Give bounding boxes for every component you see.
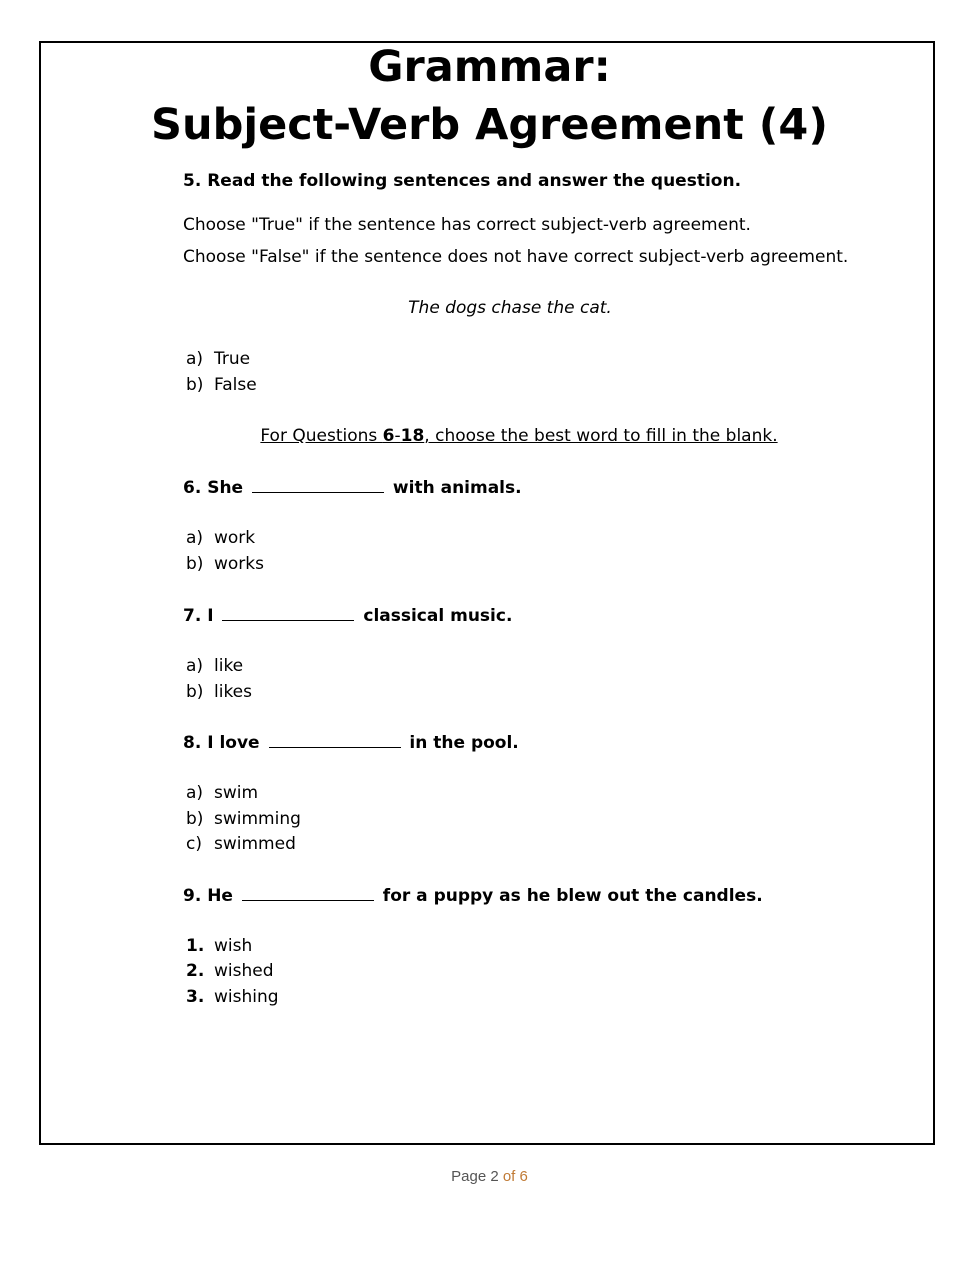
option-text: False bbox=[214, 375, 257, 395]
note-to: 18 bbox=[400, 426, 425, 446]
question-6-post: with animals. bbox=[387, 478, 522, 498]
answer-blank bbox=[242, 884, 374, 901]
option-text: swim bbox=[214, 783, 259, 803]
answer-blank bbox=[222, 604, 354, 621]
answer-blank bbox=[252, 476, 384, 493]
option-text: wished bbox=[214, 961, 274, 981]
question-5-prompt: 5. Read the following sentences and answer the question. bbox=[183, 171, 742, 191]
note-post: , choose the best word to fill in the blank. bbox=[424, 426, 778, 446]
page-total: 6 bbox=[519, 1168, 528, 1185]
option-text: swimming bbox=[214, 809, 301, 829]
q8-option-b[interactable] bbox=[186, 808, 301, 830]
question-7-post: classical music. bbox=[357, 606, 513, 626]
of-label: of bbox=[498, 1168, 520, 1185]
question-8-pre: 8. I love bbox=[183, 733, 266, 753]
option-text: wishing bbox=[214, 987, 279, 1007]
q5-option-a[interactable] bbox=[186, 348, 250, 370]
q8-option-a[interactable] bbox=[186, 782, 258, 804]
question-6-pre: 6. She bbox=[183, 478, 249, 498]
q9-option-1[interactable] bbox=[186, 935, 252, 957]
q7-option-b[interactable] bbox=[186, 681, 252, 703]
question-9-post: for a puppy as he blew out the candles. bbox=[376, 886, 763, 906]
title-line-2: Subject-Verb Agreement (4) bbox=[151, 100, 828, 150]
questions-6-18-note bbox=[0, 425, 979, 447]
option-text: like bbox=[214, 656, 244, 676]
note-from: 6 bbox=[382, 426, 395, 446]
worksheet-frame bbox=[39, 41, 935, 1145]
page-footer bbox=[0, 1168, 979, 1185]
question-7-pre: 7. I bbox=[183, 606, 220, 626]
answer-blank bbox=[269, 731, 401, 748]
option-marker: b) bbox=[186, 375, 204, 395]
q7-option-a[interactable] bbox=[186, 655, 243, 677]
option-marker: 3. bbox=[186, 987, 205, 1007]
option-marker: 2. bbox=[186, 961, 205, 981]
option-text: works bbox=[214, 554, 264, 574]
option-marker: a) bbox=[186, 783, 204, 803]
option-marker: b) bbox=[186, 554, 204, 574]
option-marker: a) bbox=[186, 528, 204, 548]
question-6-prompt bbox=[183, 476, 522, 499]
page-label: Page bbox=[451, 1168, 491, 1185]
option-marker: 1. bbox=[186, 936, 205, 956]
question-5-instruction-true: Choose "True" if the sentence has correct subject-verb agreement. bbox=[183, 215, 751, 235]
question-9-prompt bbox=[183, 884, 763, 907]
question-7-prompt bbox=[183, 604, 512, 627]
option-text: wish bbox=[214, 936, 253, 956]
q5-option-b[interactable] bbox=[186, 374, 257, 396]
option-text: swimmed bbox=[214, 834, 296, 854]
title-line-1: Grammar: bbox=[368, 42, 611, 92]
q9-option-2[interactable] bbox=[186, 960, 274, 982]
option-marker: a) bbox=[186, 349, 204, 369]
option-text: likes bbox=[214, 682, 253, 702]
option-marker: b) bbox=[186, 809, 204, 829]
q6-option-a[interactable] bbox=[186, 527, 255, 549]
question-8-prompt bbox=[183, 731, 519, 754]
question-9-pre: 9. He bbox=[183, 886, 239, 906]
page-number: 2 bbox=[490, 1168, 499, 1185]
question-5-instruction-false: Choose "False" if the sentence does not have correct subject-verb agreement. bbox=[183, 247, 849, 267]
option-text: work bbox=[214, 528, 256, 548]
note-dash: - bbox=[394, 426, 401, 446]
q6-option-b[interactable] bbox=[186, 553, 264, 575]
question-5-sentence: The dogs chase the cat. bbox=[408, 298, 612, 318]
q8-option-c[interactable] bbox=[186, 833, 296, 855]
option-marker: b) bbox=[186, 682, 204, 702]
question-8-post: in the pool. bbox=[403, 733, 519, 753]
option-marker: a) bbox=[186, 656, 204, 676]
q9-option-3[interactable] bbox=[186, 986, 279, 1008]
option-marker: c) bbox=[186, 834, 202, 854]
note-pre: For Questions bbox=[260, 426, 383, 446]
option-text: True bbox=[214, 349, 251, 369]
